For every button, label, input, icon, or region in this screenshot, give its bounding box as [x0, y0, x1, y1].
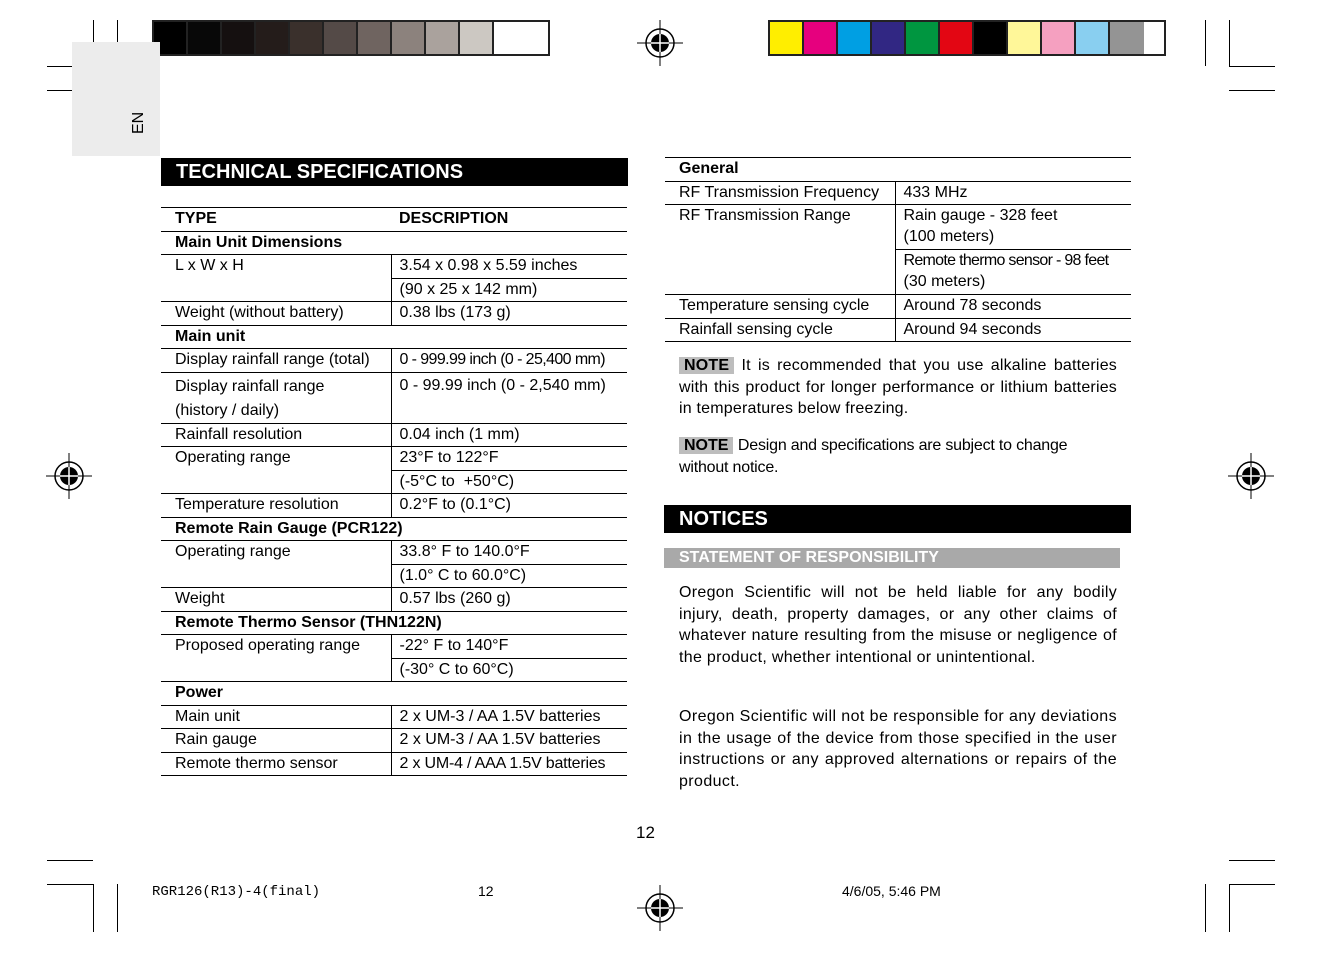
section-row: [161, 231, 627, 255]
table-header-row: [161, 208, 627, 232]
row-value: 0 - 99.99 inch (0 - 2,540 mm): [391, 372, 627, 423]
footer-timestamp: 4/6/05, 5:46 PM: [842, 883, 941, 899]
note-paragraph: [679, 355, 1117, 420]
note-text: It is recommended that you use alkaline batteries with this product for longer performance or lithium batteries in temperatures below freezing.: [679, 357, 1117, 417]
row-value: (90 x 25 x 142 mm): [391, 278, 627, 302]
crop-mark: [1229, 20, 1230, 66]
table-row: [161, 541, 627, 565]
deviation-paragraph: Oregon Scientific will not be responsible for any deviations in the usage of the device from those specified in the user instructions or any approved alternations or repairs of the product.: [679, 708, 1117, 790]
type-header: TYPE: [175, 210, 217, 227]
row-label: Rain gauge: [175, 731, 257, 748]
table-row: [665, 318, 1131, 342]
crop-mark: [1205, 884, 1206, 932]
row-value: 433 MHz: [895, 181, 1131, 205]
color-swatch: [940, 22, 974, 54]
crop-mark: [47, 860, 93, 861]
row-label: Operating range: [175, 543, 291, 560]
row-label: Proposed operating range: [175, 637, 361, 654]
color-swatch: [1076, 22, 1110, 54]
row-label-line: (history / daily): [175, 401, 280, 419]
table-row: [161, 635, 627, 659]
row-value: 2 x UM-4 / AAA 1.5V batteries: [391, 752, 627, 776]
row-label: Operating range: [175, 449, 291, 466]
row-value: (-30° C to 60°C): [391, 658, 627, 682]
section-row: [665, 158, 1131, 182]
statement-of-responsibility-heading: STATEMENT OF RESPONSIBILITY: [664, 548, 1120, 568]
table-row: [665, 205, 1131, 250]
general-specifications-table: [665, 157, 1131, 342]
row-value: 0.04 inch (1 mm): [391, 423, 627, 447]
registration-mark-icon: [46, 453, 92, 499]
technical-specifications-heading: TECHNICAL SPECIFICATIONS: [161, 158, 628, 186]
crop-mark: [93, 884, 94, 932]
color-swatch: [426, 22, 460, 54]
table-row: [161, 255, 627, 279]
row-label: Temperature sensing cycle: [679, 297, 870, 314]
color-swatch: [838, 22, 872, 54]
row-value-line: Rain gauge - 328 feet: [903, 207, 1058, 224]
row-value-line: Remote thermo sensor - 98 feet: [903, 252, 1109, 269]
row-value: 0.38 lbs (173 g): [391, 302, 627, 326]
notices-heading: NOTICES: [664, 505, 1131, 533]
footer-filename: RGR126(R13)-4(final): [152, 884, 321, 900]
row-label: Rainfall resolution: [175, 425, 303, 443]
section-main-unit: Main unit: [175, 327, 246, 345]
table-row: [161, 752, 627, 776]
row-value: -22° F to 140°F: [391, 635, 627, 659]
row-value: 0.2°F to (0.1°C): [391, 494, 627, 518]
color-swatch: [906, 22, 940, 54]
table-row: [161, 447, 627, 471]
color-swatch: [872, 22, 906, 54]
specifications-table: [161, 207, 627, 776]
row-value: 0.57 lbs (260 g): [391, 588, 627, 612]
grayscale-color-bar: [152, 20, 550, 56]
row-label: Display rainfall range (total): [175, 351, 370, 368]
section-rain-gauge: Remote Rain Gauge (PCR122): [175, 519, 403, 537]
color-swatch: [494, 22, 528, 54]
section-thermo-sensor: Remote Thermo Sensor (THN122N): [175, 613, 442, 631]
language-tab: [72, 42, 160, 156]
row-label: RF Transmission Frequency: [679, 183, 880, 201]
row-label-line: Display rainfall range: [175, 377, 325, 395]
row-label: Weight: [175, 590, 225, 607]
table-row: [665, 295, 1131, 319]
color-swatch: [188, 22, 222, 54]
color-swatch: [1110, 22, 1144, 54]
registration-mark-icon: [637, 885, 683, 931]
color-swatch: [804, 22, 838, 54]
row-value: 33.8° F to 140.0°F: [391, 541, 627, 565]
row-value: 0 - 999.99 inch (0 - 25,400 mm): [391, 349, 627, 373]
table-row: [161, 302, 627, 326]
color-swatch: [324, 22, 358, 54]
row-label: Main unit: [175, 707, 240, 725]
registration-mark-icon: [637, 20, 683, 66]
row-value: 23°F to 122°F: [391, 447, 627, 471]
row-label: [161, 372, 391, 423]
section-row: [161, 611, 627, 635]
row-label: RF Transmission Range: [665, 205, 895, 295]
row-value: Around 94 seconds: [895, 318, 1131, 342]
row-value: 2 x UM-3 / AA 1.5V batteries: [391, 729, 627, 753]
table-row: [665, 181, 1131, 205]
section-row: [161, 682, 627, 706]
responsibility-paragraph: Oregon Scientific will not be held liable for any bodily injury, death, property damages, or any other claims of whatever nature resulting from the misuse or negligence of the product, whether intentional or unintentional.: [679, 584, 1117, 666]
row-value-line: (30 meters): [903, 273, 986, 290]
section-row: [161, 517, 627, 541]
row-value-line: (100 meters): [903, 228, 995, 245]
row-label: L x W x H: [175, 257, 244, 274]
color-swatch: [290, 22, 324, 54]
table-row: [161, 494, 627, 518]
row-value: [895, 205, 1131, 250]
crop-mark: [47, 884, 93, 885]
table-row: [161, 372, 627, 423]
color-swatch: [256, 22, 290, 54]
section-power: Power: [175, 684, 224, 701]
section-main-unit-dimensions: Main Unit Dimensions: [175, 233, 343, 251]
crop-mark: [117, 884, 118, 932]
row-label: Rainfall sensing cycle: [679, 320, 833, 338]
process-color-bar: [768, 20, 1166, 56]
footer-page: 12: [478, 883, 494, 899]
crop-mark: [1205, 20, 1206, 66]
color-swatch: [770, 22, 804, 54]
crop-mark: [1229, 884, 1275, 885]
color-swatch: [222, 22, 256, 54]
color-swatch: [358, 22, 392, 54]
table-row: [161, 423, 627, 447]
row-value: (-5°C to +50°C): [391, 470, 627, 494]
description-header: DESCRIPTION: [399, 210, 509, 227]
crop-mark: [1229, 66, 1275, 67]
crop-mark: [1229, 90, 1275, 91]
color-swatch: [1042, 22, 1076, 54]
row-label: Weight (without battery): [175, 304, 344, 321]
color-swatch: [460, 22, 494, 54]
crop-mark: [1229, 884, 1230, 932]
row-label: Temperature resolution: [175, 496, 339, 513]
note-label: NOTE: [679, 357, 734, 374]
color-swatch: [1008, 22, 1042, 54]
row-value: 2 x UM-3 / AA 1.5V batteries: [391, 705, 627, 729]
table-row: [161, 705, 627, 729]
row-value: [895, 250, 1131, 295]
row-value: 3.54 x 0.98 x 5.59 inches: [391, 255, 627, 279]
table-row: [161, 729, 627, 753]
note-text: Design and specifications are subject to change without notice.: [679, 437, 1068, 476]
table-row: [161, 588, 627, 612]
note-label: NOTE: [679, 437, 733, 454]
row-value: Around 78 seconds: [895, 295, 1131, 319]
color-swatch: [392, 22, 426, 54]
row-label: Remote thermo sensor: [175, 754, 338, 772]
color-swatch: [974, 22, 1008, 54]
registration-mark-icon: [1228, 453, 1274, 499]
row-value: (1.0° C to 60.0°C): [391, 564, 627, 588]
language-label: EN: [130, 111, 147, 134]
table-row: [161, 349, 627, 373]
page-number: 12: [636, 823, 655, 842]
section-general: General: [679, 160, 739, 177]
section-row: [161, 325, 627, 349]
crop-mark: [1229, 860, 1275, 861]
note-paragraph: [679, 435, 1117, 478]
